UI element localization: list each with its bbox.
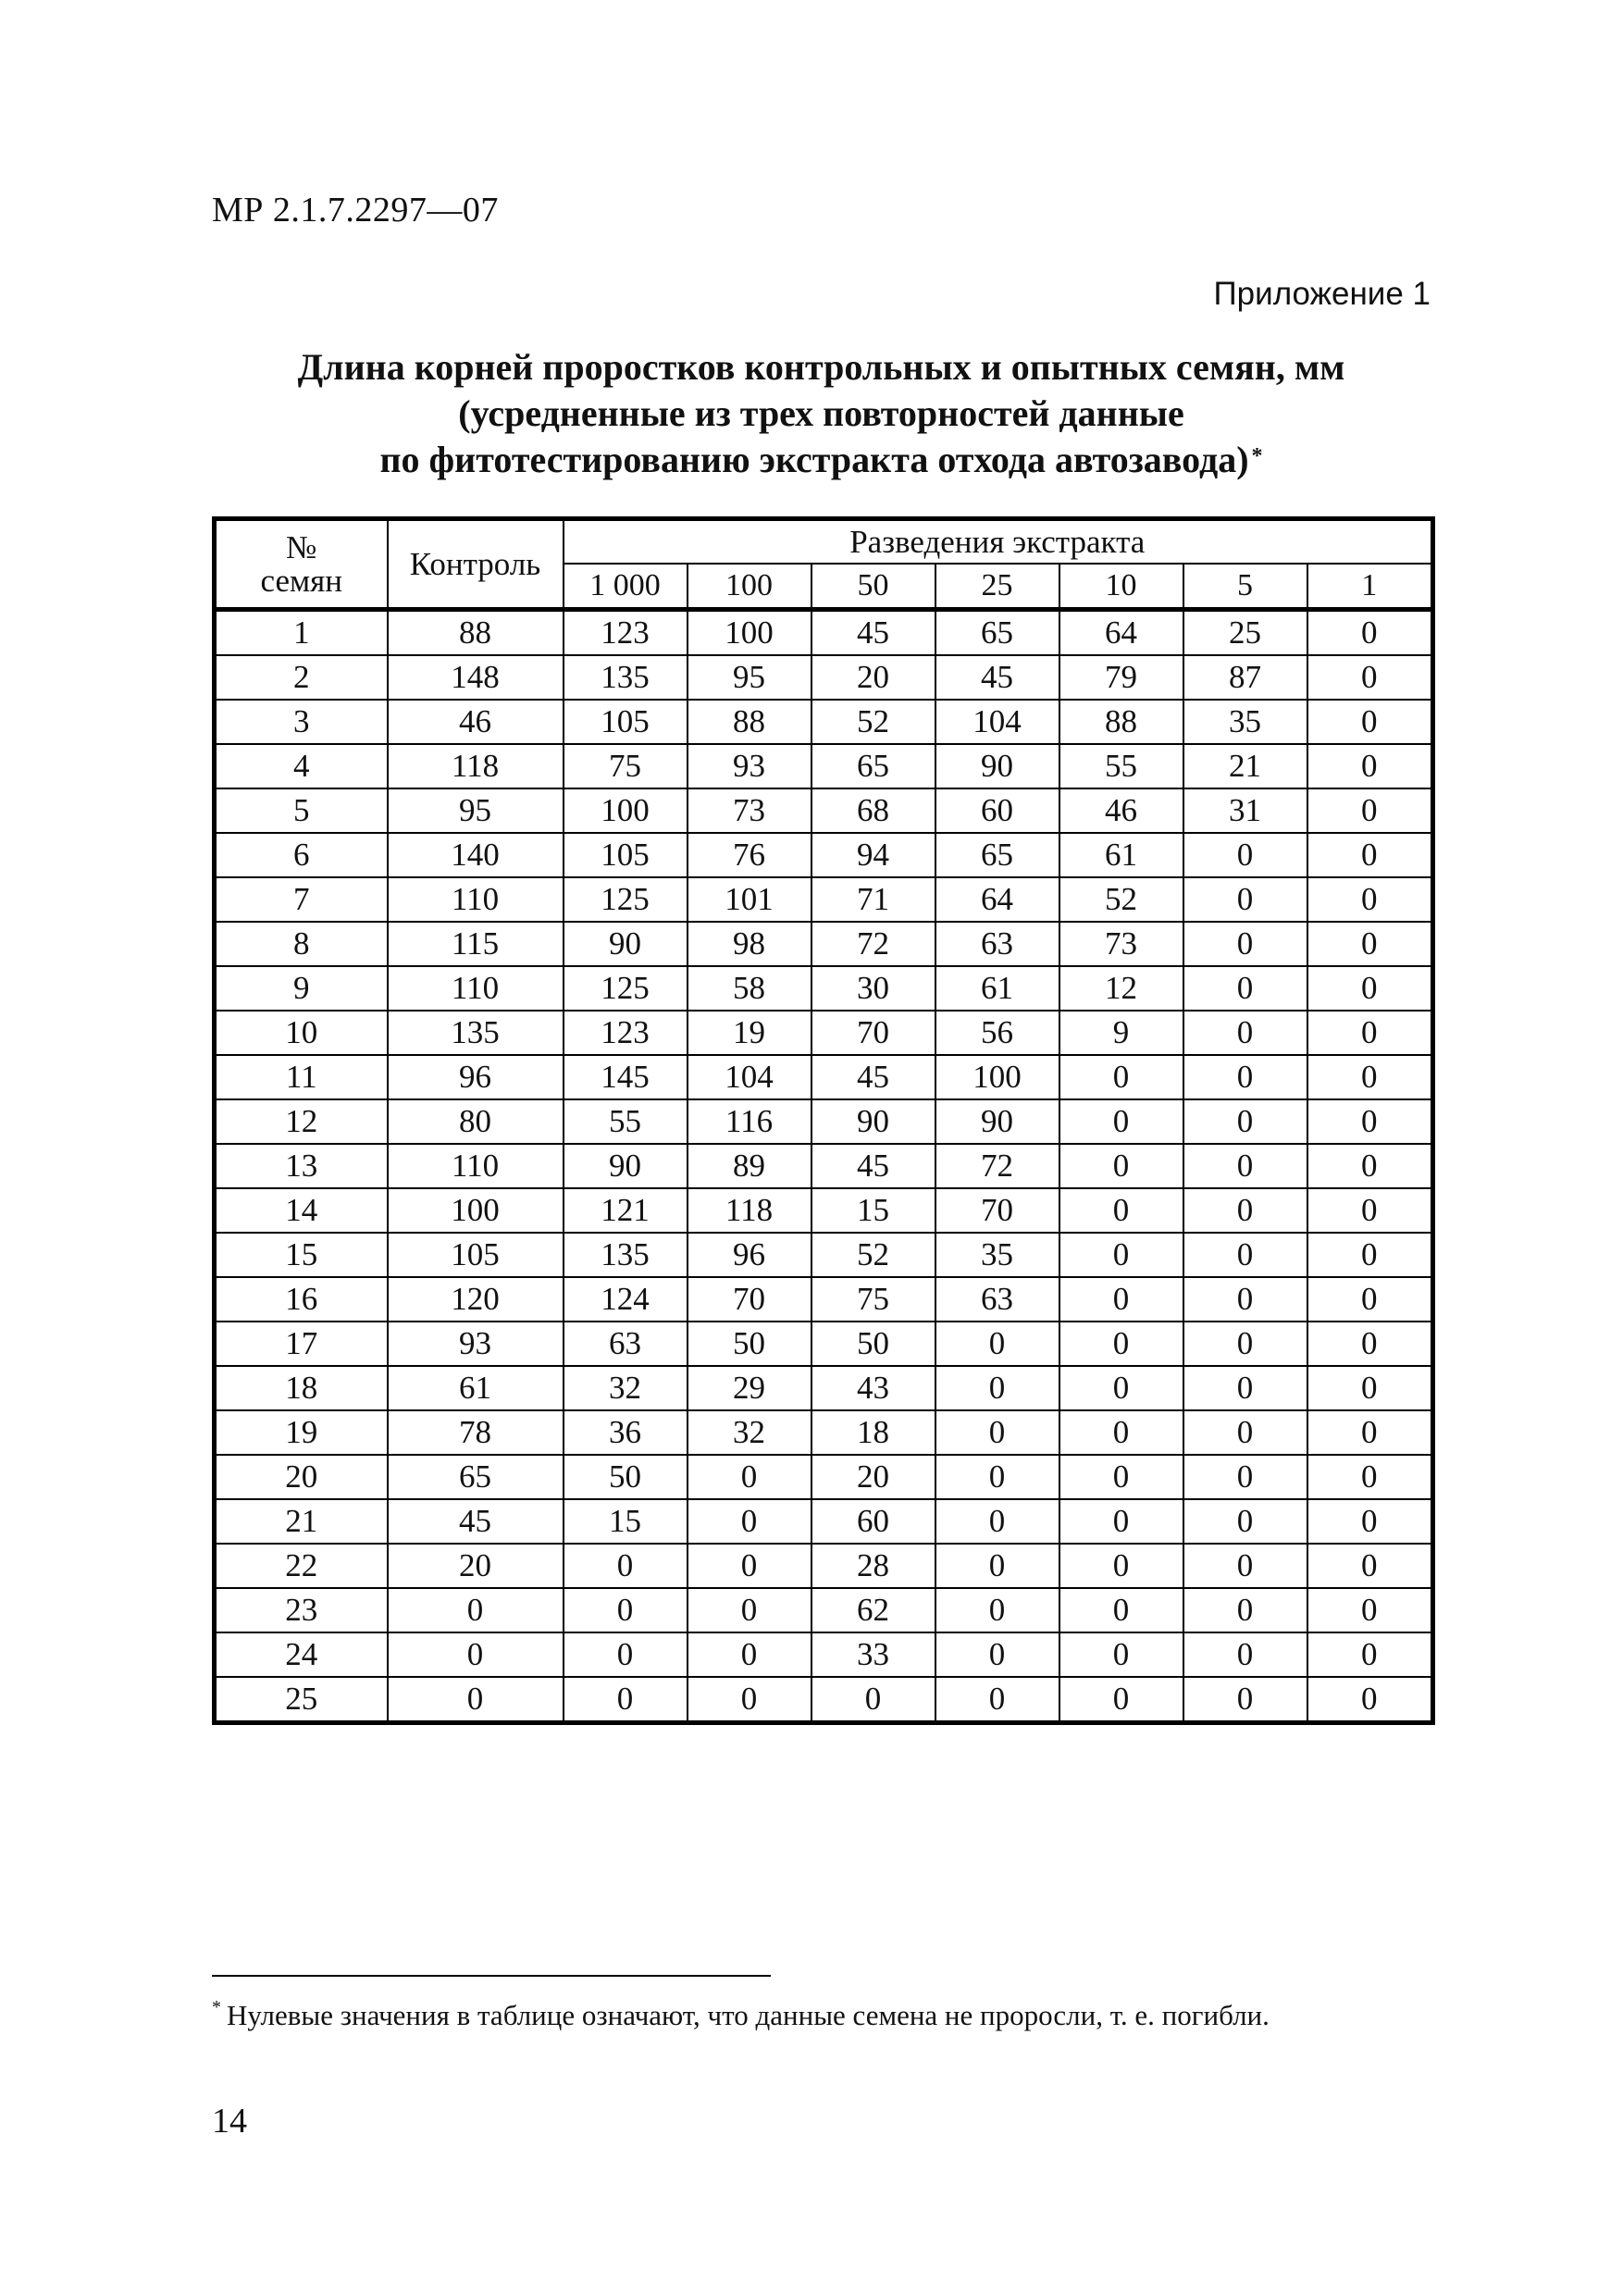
dilution-value-cell: 30 — [812, 966, 935, 1011]
control-cell: 95 — [388, 788, 564, 833]
footnote-divider — [212, 1975, 771, 1977]
dilution-value-cell: 65 — [935, 833, 1059, 877]
dilution-value-cell: 0 — [1183, 1499, 1307, 1544]
dilution-value-cell: 33 — [812, 1632, 935, 1677]
dilution-value-cell: 0 — [935, 1410, 1059, 1455]
control-cell: 115 — [388, 922, 564, 966]
dilution-value-cell: 70 — [812, 1011, 935, 1055]
dilution-value-cell: 45 — [812, 1055, 935, 1099]
dilution-value-cell: 31 — [1183, 788, 1307, 833]
dilution-value-cell: 0 — [1307, 1455, 1433, 1499]
dilution-value-cell: 90 — [812, 1099, 935, 1144]
dilution-value-cell: 0 — [1059, 1144, 1183, 1188]
dilution-value-cell: 73 — [688, 788, 812, 833]
table-row — [215, 1544, 1433, 1588]
dilution-value-cell: 0 — [935, 1322, 1059, 1366]
header-seed-number: № семян — [215, 519, 388, 610]
seed-number-cell: 25 — [215, 1677, 388, 1723]
dilution-value-cell: 0 — [1183, 1322, 1307, 1366]
dilution-value-cell: 0 — [1307, 744, 1433, 788]
seed-number-cell: 18 — [215, 1366, 388, 1410]
control-cell: 135 — [388, 1011, 564, 1055]
dilution-value-cell: 0 — [1059, 1588, 1183, 1632]
dilution-value-cell: 125 — [564, 877, 688, 922]
dilution-value-cell: 89 — [688, 1144, 812, 1188]
dilution-value-cell: 64 — [935, 877, 1059, 922]
dilution-value-cell: 45 — [935, 655, 1059, 700]
dilution-value-cell: 15 — [812, 1188, 935, 1233]
dilution-value-cell: 63 — [935, 922, 1059, 966]
dilution-value-cell: 105 — [564, 833, 688, 877]
table-row — [215, 1588, 1433, 1632]
seed-number-cell: 16 — [215, 1277, 388, 1322]
dilution-value-cell: 0 — [935, 1544, 1059, 1588]
title-footnote-mark: * — [1251, 444, 1263, 468]
header-dilution: 1 — [1307, 564, 1433, 610]
header-dilution: 10 — [1059, 564, 1183, 610]
control-cell: 78 — [388, 1410, 564, 1455]
seed-number-cell: 14 — [215, 1188, 388, 1233]
header-dilution: 1 000 — [564, 564, 688, 610]
control-cell: 0 — [388, 1588, 564, 1632]
dilution-value-cell: 101 — [688, 877, 812, 922]
dilution-value-cell: 0 — [935, 1455, 1059, 1499]
dilution-value-cell: 72 — [935, 1144, 1059, 1188]
dilution-value-cell: 98 — [688, 922, 812, 966]
dilution-value-cell: 0 — [935, 1632, 1059, 1677]
dilution-value-cell: 20 — [812, 655, 935, 700]
dilution-value-cell: 0 — [1183, 966, 1307, 1011]
dilution-value-cell: 50 — [564, 1455, 688, 1499]
title-line-1: Длина корней проростков контрольных и опытных семян, мм — [297, 346, 1345, 388]
dilution-value-cell: 0 — [1183, 1366, 1307, 1410]
root-length-table — [212, 516, 1435, 1725]
dilution-value-cell: 0 — [1059, 1277, 1183, 1322]
dilution-value-cell: 68 — [812, 788, 935, 833]
dilution-value-cell: 0 — [1307, 833, 1433, 877]
dilution-value-cell: 93 — [688, 744, 812, 788]
dilution-value-cell: 65 — [935, 610, 1059, 656]
dilution-value-cell: 60 — [812, 1499, 935, 1544]
dilution-value-cell: 0 — [1183, 1099, 1307, 1144]
dilution-value-cell: 0 — [1307, 1588, 1433, 1632]
seed-number-cell: 6 — [215, 833, 388, 877]
dilution-value-cell: 116 — [688, 1099, 812, 1144]
table-row — [215, 1144, 1433, 1188]
dilution-value-cell: 0 — [688, 1632, 812, 1677]
dilution-value-cell: 63 — [564, 1322, 688, 1366]
dilution-value-cell: 0 — [1307, 1144, 1433, 1188]
dilution-value-cell: 0 — [1059, 1233, 1183, 1277]
dilution-value-cell: 0 — [1183, 1233, 1307, 1277]
dilution-value-cell: 0 — [564, 1544, 688, 1588]
table-row — [215, 655, 1433, 700]
table-row — [215, 1677, 1433, 1723]
dilution-value-cell: 0 — [1307, 610, 1433, 656]
seed-number-cell: 1 — [215, 610, 388, 656]
header-dilution: 50 — [812, 564, 935, 610]
header-dilutions: Разведения экстракта — [564, 519, 1433, 565]
seed-number-cell: 12 — [215, 1099, 388, 1144]
dilution-value-cell: 0 — [1183, 1188, 1307, 1233]
dilution-value-cell: 90 — [564, 1144, 688, 1188]
dilution-value-cell: 75 — [564, 744, 688, 788]
dilution-value-cell: 0 — [935, 1499, 1059, 1544]
dilution-value-cell: 125 — [564, 966, 688, 1011]
dilution-value-cell: 45 — [812, 610, 935, 656]
table-header — [215, 519, 1433, 610]
dilution-value-cell: 96 — [688, 1233, 812, 1277]
table-title — [212, 344, 1431, 483]
seed-number-cell: 15 — [215, 1233, 388, 1277]
dilution-value-cell: 65 — [812, 744, 935, 788]
dilution-value-cell: 0 — [1307, 1632, 1433, 1677]
dilution-value-cell: 60 — [935, 788, 1059, 833]
dilution-value-cell: 104 — [688, 1055, 812, 1099]
control-cell: 0 — [388, 1677, 564, 1723]
table-row — [215, 1322, 1433, 1366]
table-row — [215, 877, 1433, 922]
control-cell: 105 — [388, 1233, 564, 1277]
dilution-value-cell: 100 — [935, 1055, 1059, 1099]
dilution-value-cell: 15 — [564, 1499, 688, 1544]
dilution-value-cell: 56 — [935, 1011, 1059, 1055]
dilution-value-cell: 29 — [688, 1366, 812, 1410]
dilution-value-cell: 0 — [1183, 1677, 1307, 1723]
dilution-value-cell: 0 — [564, 1588, 688, 1632]
dilution-value-cell: 104 — [935, 700, 1059, 744]
dilution-value-cell: 0 — [688, 1499, 812, 1544]
table-row — [215, 1188, 1433, 1233]
dilution-value-cell: 135 — [564, 655, 688, 700]
seed-number-cell: 11 — [215, 1055, 388, 1099]
dilution-value-cell: 0 — [935, 1366, 1059, 1410]
dilution-value-cell: 90 — [564, 922, 688, 966]
dilution-value-cell: 61 — [1059, 833, 1183, 877]
dilution-value-cell: 64 — [1059, 610, 1183, 656]
dilution-value-cell: 0 — [1059, 1099, 1183, 1144]
dilution-value-cell: 50 — [688, 1322, 812, 1366]
dilution-value-cell: 100 — [564, 788, 688, 833]
control-cell: 65 — [388, 1455, 564, 1499]
dilution-value-cell: 0 — [1307, 1322, 1433, 1366]
footnote — [212, 1999, 1270, 2032]
table-row — [215, 1277, 1433, 1322]
header-dilution: 25 — [935, 564, 1059, 610]
dilution-value-cell: 21 — [1183, 744, 1307, 788]
seed-number-cell: 13 — [215, 1144, 388, 1188]
header-dilution: 100 — [688, 564, 812, 610]
control-cell: 88 — [388, 610, 564, 656]
dilution-value-cell: 0 — [1183, 1055, 1307, 1099]
seed-number-cell: 21 — [215, 1499, 388, 1544]
table-row — [215, 1499, 1433, 1544]
dilution-value-cell: 72 — [812, 922, 935, 966]
dilution-value-cell: 9 — [1059, 1011, 1183, 1055]
dilution-value-cell: 0 — [1183, 1455, 1307, 1499]
table-row — [215, 788, 1433, 833]
seed-number-cell: 2 — [215, 655, 388, 700]
dilution-value-cell: 88 — [688, 700, 812, 744]
dilution-value-cell: 95 — [688, 655, 812, 700]
seed-number-cell: 4 — [215, 744, 388, 788]
dilution-value-cell: 35 — [1183, 700, 1307, 744]
dilution-value-cell: 0 — [1183, 1588, 1307, 1632]
dilution-value-cell: 62 — [812, 1588, 935, 1632]
seed-number-cell: 7 — [215, 877, 388, 922]
dilution-value-cell: 0 — [1183, 1144, 1307, 1188]
dilution-value-cell: 75 — [812, 1277, 935, 1322]
dilution-value-cell: 73 — [1059, 922, 1183, 966]
dilution-value-cell: 0 — [1059, 1055, 1183, 1099]
dilution-value-cell: 43 — [812, 1366, 935, 1410]
seed-number-cell: 22 — [215, 1544, 388, 1588]
dilution-value-cell: 0 — [1307, 1677, 1433, 1723]
dilution-value-cell: 0 — [1307, 1277, 1433, 1322]
dilution-value-cell: 0 — [1307, 1410, 1433, 1455]
page-number: 14 — [212, 2102, 247, 2141]
dilution-value-cell: 19 — [688, 1011, 812, 1055]
control-cell: 110 — [388, 877, 564, 922]
dilution-value-cell: 0 — [1183, 877, 1307, 922]
dilution-value-cell: 121 — [564, 1188, 688, 1233]
dilution-value-cell: 100 — [688, 610, 812, 656]
dilution-value-cell: 90 — [935, 1099, 1059, 1144]
table-row — [215, 1455, 1433, 1499]
dilution-value-cell: 0 — [688, 1588, 812, 1632]
title-line-3-text: по фитотестированию экстракта отхода автозавода) — [379, 439, 1249, 480]
table-body — [215, 610, 1433, 1723]
dilution-value-cell: 35 — [935, 1233, 1059, 1277]
dilution-value-cell: 90 — [935, 744, 1059, 788]
dilution-value-cell: 55 — [1059, 744, 1183, 788]
dilution-value-cell: 32 — [688, 1410, 812, 1455]
dilution-value-cell: 0 — [1059, 1499, 1183, 1544]
control-cell: 140 — [388, 833, 564, 877]
control-cell: 110 — [388, 1144, 564, 1188]
control-cell: 20 — [388, 1544, 564, 1588]
dilution-value-cell: 0 — [1059, 1677, 1183, 1723]
dilution-value-cell: 45 — [812, 1144, 935, 1188]
dilution-value-cell: 123 — [564, 1011, 688, 1055]
dilution-value-cell: 94 — [812, 833, 935, 877]
seed-number-cell: 9 — [215, 966, 388, 1011]
seed-number-cell: 20 — [215, 1455, 388, 1499]
seed-number-cell: 24 — [215, 1632, 388, 1677]
control-cell: 100 — [388, 1188, 564, 1233]
dilution-value-cell: 70 — [935, 1188, 1059, 1233]
seed-number-cell: 5 — [215, 788, 388, 833]
dilution-value-cell: 0 — [1059, 1366, 1183, 1410]
control-cell: 61 — [388, 1366, 564, 1410]
dilution-value-cell: 118 — [688, 1188, 812, 1233]
seed-number-cell: 10 — [215, 1011, 388, 1055]
dilution-value-cell: 0 — [812, 1677, 935, 1723]
dilution-value-cell: 0 — [1059, 1632, 1183, 1677]
dilution-value-cell: 0 — [688, 1677, 812, 1723]
document-code: МР 2.1.7.2297—07 — [212, 191, 499, 230]
seed-number-cell: 23 — [215, 1588, 388, 1632]
dilution-value-cell: 0 — [688, 1455, 812, 1499]
table-row — [215, 1099, 1433, 1144]
control-cell: 80 — [388, 1099, 564, 1144]
table-row — [215, 1632, 1433, 1677]
header-control: Контроль — [388, 519, 564, 610]
dilution-value-cell: 71 — [812, 877, 935, 922]
dilution-value-cell: 0 — [1307, 1099, 1433, 1144]
dilution-value-cell: 46 — [1059, 788, 1183, 833]
dilution-value-cell: 12 — [1059, 966, 1183, 1011]
dilution-value-cell: 145 — [564, 1055, 688, 1099]
dilution-value-cell: 0 — [1059, 1544, 1183, 1588]
dilution-value-cell: 0 — [1307, 1366, 1433, 1410]
dilution-value-cell: 0 — [1183, 922, 1307, 966]
table-row — [215, 610, 1433, 656]
dilution-value-cell: 36 — [564, 1410, 688, 1455]
dilution-value-cell: 50 — [812, 1322, 935, 1366]
dilution-value-cell: 52 — [812, 1233, 935, 1277]
footnote-text: Нулевые значения в таблице означают, что данные семена не проросли, т. е. погибли. — [227, 1999, 1270, 2031]
appendix-label: Приложение 1 — [1213, 276, 1431, 312]
control-cell: 0 — [388, 1632, 564, 1677]
dilution-value-cell: 0 — [1307, 1499, 1433, 1544]
dilution-value-cell: 88 — [1059, 700, 1183, 744]
dilution-value-cell: 0 — [1059, 1322, 1183, 1366]
control-cell: 93 — [388, 1322, 564, 1366]
dilution-value-cell: 0 — [564, 1632, 688, 1677]
dilution-value-cell: 0 — [1307, 655, 1433, 700]
dilution-value-cell: 0 — [1183, 1277, 1307, 1322]
table-row — [215, 1011, 1433, 1055]
table-row — [215, 1366, 1433, 1410]
dilution-value-cell: 0 — [1307, 700, 1433, 744]
header-dilution: 5 — [1183, 564, 1307, 610]
title-line-2: (усредненные из трех повторностей данные — [458, 392, 1184, 434]
seed-number-cell: 8 — [215, 922, 388, 966]
dilution-value-cell: 0 — [1059, 1188, 1183, 1233]
dilution-value-cell: 0 — [1307, 966, 1433, 1011]
dilution-value-cell: 0 — [1307, 877, 1433, 922]
dilution-value-cell: 0 — [564, 1677, 688, 1723]
dilution-value-cell: 0 — [1307, 1188, 1433, 1233]
dilution-value-cell: 0 — [1307, 922, 1433, 966]
control-cell: 148 — [388, 655, 564, 700]
dilution-value-cell: 123 — [564, 610, 688, 656]
dilution-value-cell: 79 — [1059, 655, 1183, 700]
table-row — [215, 833, 1433, 877]
table-row — [215, 1410, 1433, 1455]
dilution-value-cell: 124 — [564, 1277, 688, 1322]
title-line-3 — [212, 437, 1431, 483]
dilution-value-cell: 0 — [1183, 833, 1307, 877]
dilution-value-cell: 0 — [1307, 788, 1433, 833]
seed-number-cell: 19 — [215, 1410, 388, 1455]
dilution-value-cell: 0 — [1183, 1410, 1307, 1455]
table-row — [215, 700, 1433, 744]
dilution-value-cell: 76 — [688, 833, 812, 877]
table-row — [215, 744, 1433, 788]
dilution-value-cell: 0 — [1307, 1055, 1433, 1099]
dilution-value-cell: 63 — [935, 1277, 1059, 1322]
control-cell: 96 — [388, 1055, 564, 1099]
dilution-value-cell: 105 — [564, 700, 688, 744]
dilution-value-cell: 0 — [1183, 1632, 1307, 1677]
dilution-value-cell: 70 — [688, 1277, 812, 1322]
control-cell: 45 — [388, 1499, 564, 1544]
dilution-value-cell: 0 — [1059, 1410, 1183, 1455]
dilution-value-cell: 28 — [812, 1544, 935, 1588]
dilution-value-cell: 135 — [564, 1233, 688, 1277]
table-row — [215, 922, 1433, 966]
dilution-value-cell: 55 — [564, 1099, 688, 1144]
dilution-value-cell: 0 — [935, 1677, 1059, 1723]
dilution-value-cell: 32 — [564, 1366, 688, 1410]
table-row — [215, 1055, 1433, 1099]
seed-number-cell: 3 — [215, 700, 388, 744]
seed-number-cell: 17 — [215, 1322, 388, 1366]
dilution-value-cell: 87 — [1183, 655, 1307, 700]
table-row — [215, 966, 1433, 1011]
dilution-value-cell: 0 — [1307, 1233, 1433, 1277]
control-cell: 118 — [388, 744, 564, 788]
footnote-mark: * — [212, 1997, 221, 2017]
dilution-value-cell: 58 — [688, 966, 812, 1011]
dilution-value-cell: 0 — [1307, 1011, 1433, 1055]
dilution-value-cell: 52 — [1059, 877, 1183, 922]
control-cell: 46 — [388, 700, 564, 744]
dilution-value-cell: 0 — [1307, 1544, 1433, 1588]
dilution-value-cell: 0 — [1183, 1011, 1307, 1055]
dilution-value-cell: 61 — [935, 966, 1059, 1011]
dilution-value-cell: 0 — [688, 1544, 812, 1588]
dilution-value-cell: 0 — [1059, 1455, 1183, 1499]
dilution-value-cell: 20 — [812, 1455, 935, 1499]
dilution-value-cell: 18 — [812, 1410, 935, 1455]
control-cell: 120 — [388, 1277, 564, 1322]
dilution-value-cell: 0 — [1183, 1544, 1307, 1588]
dilution-value-cell: 52 — [812, 700, 935, 744]
control-cell: 110 — [388, 966, 564, 1011]
dilution-value-cell: 25 — [1183, 610, 1307, 656]
dilution-value-cell: 0 — [935, 1588, 1059, 1632]
table-row — [215, 1233, 1433, 1277]
